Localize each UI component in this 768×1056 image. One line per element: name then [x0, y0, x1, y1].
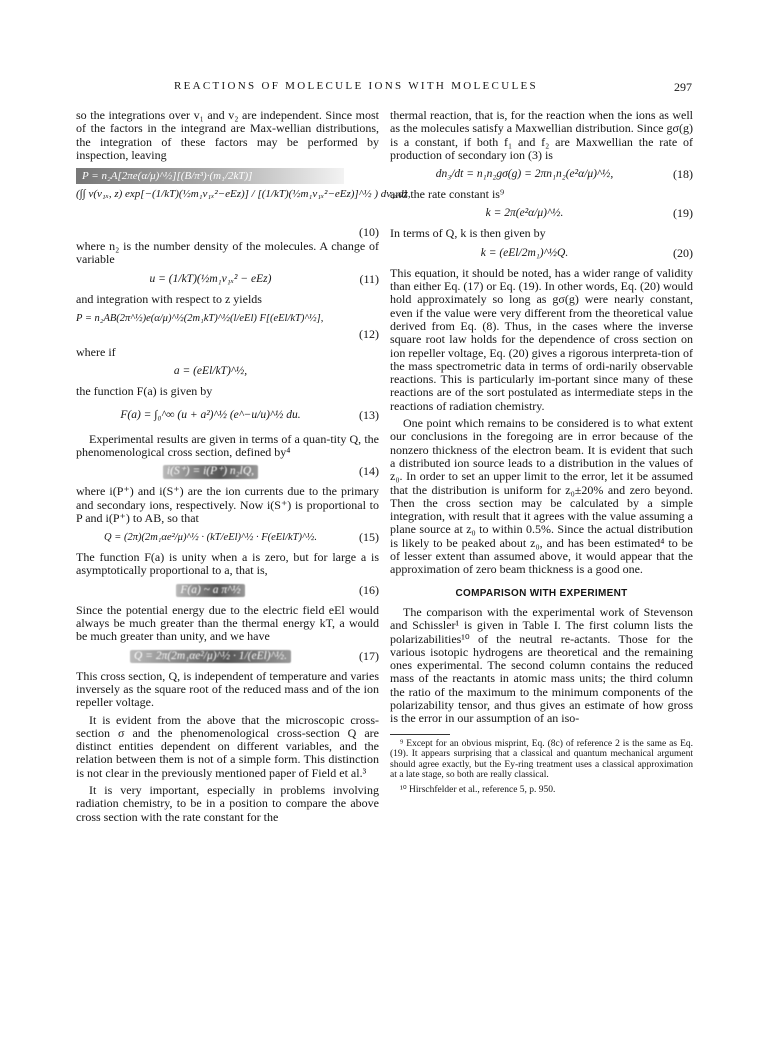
paragraph: the function F(a) is given by [76, 384, 213, 399]
paragraph: where if [76, 345, 116, 360]
paragraph: It is very important, especially in problems involving radiation chemistry, to be in a position to compare the above cross section with the rate constant for the [76, 783, 379, 824]
equation-body: u = (1/kT)(½m₁v₁ₓ² − eEz) [149, 272, 272, 285]
equation-number: (19) [673, 206, 693, 221]
paragraph: thermal reaction, that is, for the reaction when the ions as well as the molecules satisfy a Maxwellian distribution. Since gσ(g) is a constant, if both f₁ and f₂ are Maxwellian the rate of production of secondary ion (3) is [390, 108, 693, 162]
equation-19 [390, 205, 693, 223]
paragraph: It is evident from the above that the microscopic cross-section σ and the phenomenological cross-section Q are distinct entities dependent on different variables, and the relation between them is not of a simple form. This distinction is not clear in the previously mentioned paper of Field et al.³ [76, 712, 379, 780]
equation-body: k = 2π(e²α/μ)^½. [485, 207, 564, 220]
equation-15 [76, 529, 379, 547]
paragraph: where n₂ is the number density of the molecules. A change of variable [76, 239, 379, 267]
equation-number: (12) [359, 327, 379, 342]
paragraph: The comparison with the experimental work of Stevenson and Schissler¹ is given in Table I. The first column lists the polarizabilities¹⁰ of the neutral re-actants. Those for the various isotopic hydrogens are theoretical and the remaining ones experimental. The second column contains the reduced mass of the reactants in atomic mass units; the third column the ratio of the maximum to the minimum components of the polarizability tensor, and thus gives an estimate of how gross is the error in our assumption of an iso- [390, 604, 693, 726]
equation-number: (20) [673, 245, 693, 260]
equation-body: k = (eEl/2m₁)^½Q. [480, 246, 569, 259]
equation-body: Q = 2π(2m₁αe²/μ)^½ · 1/(eEl)^½. [130, 650, 291, 663]
right-column [390, 109, 693, 799]
equation-10-line-1: P = n₂A[2πe(α/μ)^½][(B/π³)·(m₁/2kT)] [76, 168, 344, 184]
equation-number: (18) [673, 167, 693, 182]
equation-number: (16) [359, 582, 379, 597]
equation-body: i(S⁺) = i(P⁺) n₂lQ, [163, 465, 258, 478]
paragraph: Since the potential energy due to the electric field eEl would always be much greater than the thermal energy kT, a would be much greater than unity, and we have [76, 602, 379, 644]
equation-number: (11) [359, 271, 379, 286]
equation-a [76, 363, 379, 381]
paragraph: and integration with respect to z yields [76, 291, 262, 306]
paragraph: where i(P⁺) and i(S⁺) are the ion currents due to the primary and secondary ions, respectively. Now i(S⁺) is proportional to P and i(P⁺) to AB, so that [76, 484, 379, 525]
equation-11 [76, 271, 379, 289]
paragraph: so the integrations over v₁ and v₂ are independent. Since most of the factors in the integrand are Max-wellian distributions, the integration of these factors may be performed by inspection, leaving [76, 108, 379, 162]
equation-number: (14) [359, 464, 379, 479]
equation-12 [76, 310, 379, 342]
equation-number: (13) [359, 407, 379, 422]
equation-body: dn₃/dt = n₁n₂gσ(g) = 2πn₁n₂(e²α/μ)^½, [435, 168, 614, 181]
equation-body: F(a) = ∫₀^∞ (u + a²)^½ (e^−u/u)^½ du. [120, 408, 301, 421]
equation-number: (10) [359, 225, 379, 240]
footnote: ⁹ Except for an obvious misprint, Eq. (8c) of reference 2 is the same as Eq. (19). It appears surprising that a classical and quantum mechanical argument should agree exactly, but the Ey-ring treatment uses a classical approximation at a late stage, so both are really classical. [390, 738, 693, 781]
equation-17 [76, 648, 379, 666]
equation-body: F(a) ~ a π^½ [176, 584, 244, 597]
equation-13 [76, 403, 379, 429]
equation-14 [76, 463, 379, 481]
paragraph: In terms of Q, k is then given by [390, 226, 546, 241]
equation-20 [390, 245, 693, 263]
paragraph: This equation, it should be noted, has a wider range of validity than either Eq. (17) or Eq. (19). In other words, Eq. (20) would hold approximately so long as gσ(g) were nearly constant, even if the value were very different from the theoretical value derived from Eq. (8). Thus, in the cases where the inverse square root law holds for the dependence of cross section on ion repeller voltage, Eq. (20) gives a rigorous interpreta-tion of the mass spectrometric data in terms of ordi-narily observable reactions. This is particularly im-portant since many of these reactions are of the sort postulated as intermediate steps in the reactions of radiation chemistry. [390, 265, 693, 413]
equation-body: Q = (2π)(2m₁αe²/μ)^½ · (kT/eEl)^½ · F(eEl/kT)^½. [104, 532, 317, 544]
equation-10-line-2: (∫∫ ν(v₁ₓ, z) exp[−(1/kT)(½m₁v₁ₓ²−eEz)] / [(1/kT)(½m₁v₁ₓ²−eEz)]^½ ) dv₁ₓdz, [76, 188, 411, 201]
page-number: 297 [674, 80, 692, 94]
equation-number: (15) [359, 530, 379, 545]
equation-10 [76, 168, 411, 240]
footnote: ¹⁰ Hirschfelder et al., reference 5, p. 950. [400, 784, 556, 795]
running-title: REACTIONS OF MOLECULE IONS WITH MOLECULES [174, 80, 538, 92]
paragraph: One point which remains to be considered is to what extent our conclusions in the foregoing are in error because of the nonzero thickness of the electron beam. It is evident that such a distributed ion source leads to a distribution in the values of z₀. In order to set an upper limit to the error, let it be assumed that the distribution is uniform for z₀±20% and zero beyond. Then the cross section may be calculated by a simple integration, with result that it agrees with the value assuming a plane source at z₀ to within 0.5%. Since the actual distribution is likely to be peaked about z₀, and has been estimated⁴ to be of lesser extent than assumed above, it would appear that the approximation of zero beam thickness is a good one. [390, 416, 693, 577]
section-heading: COMPARISON WITH EXPERIMENT [455, 587, 628, 599]
equation-18 [390, 166, 693, 184]
footnote-divider [390, 734, 450, 735]
paragraph: The function F(a) is unity when a is zero, but for large a is asymptotically proportional to a, that is, [76, 550, 379, 578]
running-header [76, 80, 692, 96]
paragraph: This cross section, Q, is independent of temperature and varies inversely as the square root of the reduced mass and of the ion repeller voltage. [76, 668, 379, 710]
equation-body: P = n₂AB(2π^½)e(α/μ)^½(2m₁kT)^½(l/eEl) F[(eEl/kT)^½], [76, 313, 324, 325]
paragraph: and the rate constant is⁹ [390, 187, 505, 202]
equation-number: (17) [359, 648, 379, 663]
equation-body: a = (eEl/kT)^½, [173, 365, 248, 378]
equation-16 [76, 582, 379, 600]
left-column [76, 108, 411, 828]
paragraph: Experimental results are given in terms of a quan-tity Q, the phenomenological cross section, defined by⁴ [76, 431, 379, 459]
